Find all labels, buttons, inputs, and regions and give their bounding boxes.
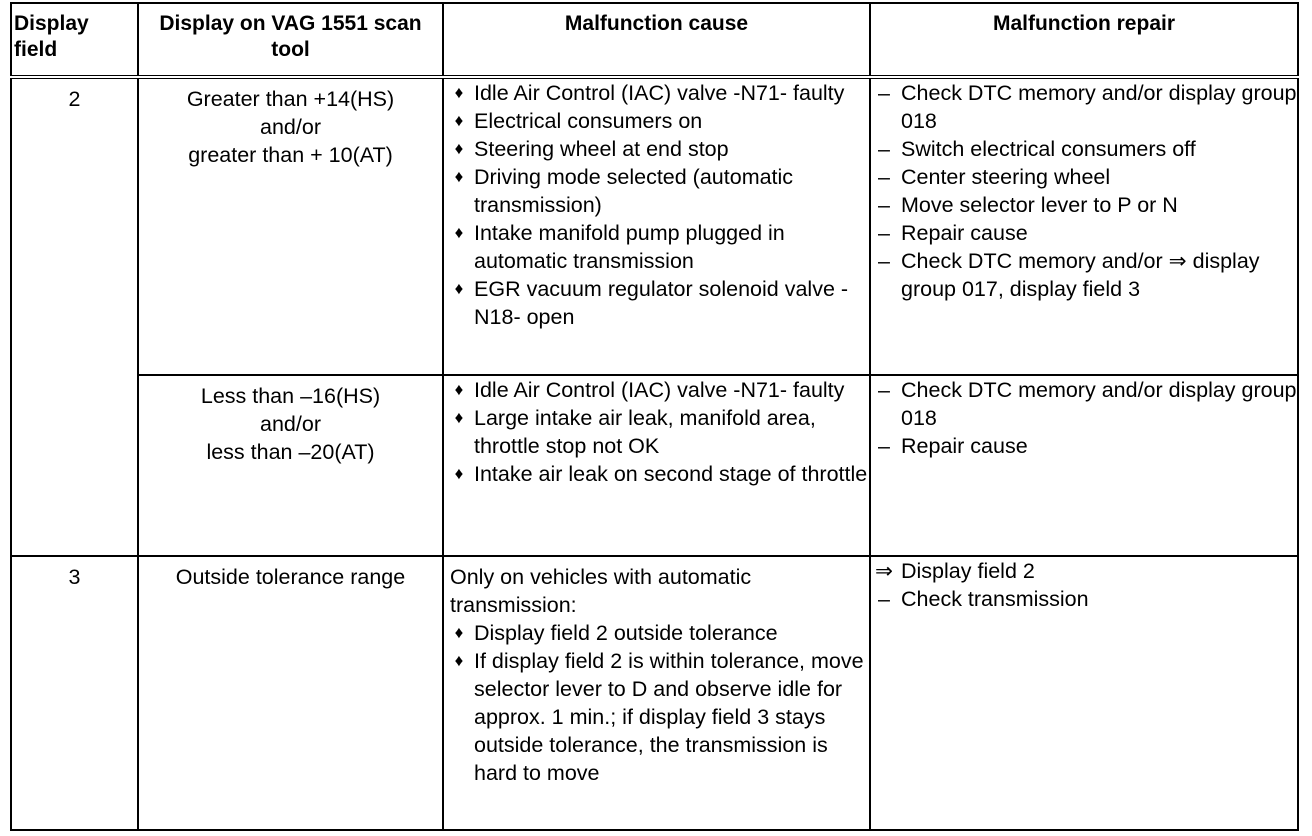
list-item: ♦ Display field 2 outside tolerance bbox=[444, 619, 869, 647]
repair-list bbox=[871, 376, 1297, 460]
display-field-value: 2 bbox=[68, 87, 81, 111]
cause-intro: Only on vehicles with automatic transmission: bbox=[450, 565, 752, 618]
table-row bbox=[11, 375, 1298, 556]
header-display-field: Display field bbox=[11, 3, 138, 77]
scan-tool-display-cell bbox=[138, 77, 443, 375]
bullet-icon: ♦ bbox=[454, 623, 464, 643]
display-field-cell bbox=[11, 77, 138, 556]
cause-list bbox=[444, 79, 869, 331]
header-display-on-scan-tool: Display on VAG 1551 scan tool bbox=[138, 3, 443, 77]
list-item: ♦ If display field 2 is within tolerance, move selector lever to D and observe idle for approx. 1 min.; if display field 3 stays outside tolerance, the transmission is hard to move bbox=[444, 647, 869, 787]
table-row bbox=[11, 77, 1298, 375]
list-item: ♦ Idle Air Control (IAC) valve -N71- faulty bbox=[444, 79, 869, 107]
repair-list bbox=[871, 557, 1297, 613]
list-item: ♦ Large intake air leak, manifold area, throttle stop not OK bbox=[444, 404, 869, 460]
list-item: – Switch electrical consumers off bbox=[871, 135, 1297, 163]
bullet-icon: ♦ bbox=[454, 379, 464, 399]
list-item: – Check DTC memory and/or display group 018 bbox=[871, 79, 1297, 135]
malfunction-repair-cell bbox=[870, 77, 1298, 375]
display-line: greater than + 10(AT) bbox=[188, 143, 393, 167]
malfunction-table bbox=[10, 2, 1299, 831]
malfunction-repair-cell bbox=[870, 556, 1298, 830]
bullet-icon: ♦ bbox=[454, 651, 464, 671]
arrow-icon: ⇒ bbox=[875, 559, 894, 584]
header-malfunction-cause: Malfunction cause bbox=[443, 3, 870, 77]
dash-icon: – bbox=[878, 587, 890, 612]
cause-list bbox=[444, 376, 869, 488]
display-line: and/or bbox=[260, 411, 321, 436]
display-line: Less than –16(HS) bbox=[200, 383, 381, 408]
malfunction-repair-cell bbox=[870, 375, 1298, 556]
list-item: – Check transmission bbox=[871, 585, 1297, 613]
header-malfunction-repair: Malfunction repair bbox=[870, 3, 1298, 77]
bullet-icon: ♦ bbox=[454, 407, 464, 427]
dash-icon: – bbox=[878, 433, 890, 458]
malfunction-cause-cell bbox=[443, 375, 870, 556]
display-line: Outside tolerance range bbox=[175, 565, 406, 590]
bullet-icon: ♦ bbox=[454, 223, 464, 242]
list-item: – Repair cause bbox=[871, 432, 1297, 460]
dash-icon: – bbox=[878, 165, 890, 189]
list-item: ♦ Idle Air Control (IAC) valve -N71- faulty bbox=[444, 376, 869, 404]
malfunction-cause-cell bbox=[443, 556, 870, 830]
repair-list bbox=[871, 79, 1297, 303]
scan-tool-display-cell bbox=[138, 375, 443, 556]
list-item: – Check DTC memory and/or ⇒ display group 017, display field 3 bbox=[871, 247, 1297, 303]
header-row bbox=[11, 3, 1298, 77]
list-item: ⇒ Display field 2 bbox=[875, 559, 1035, 584]
list-item: – Repair cause bbox=[871, 219, 1297, 247]
dash-icon: – bbox=[878, 249, 890, 273]
bullet-icon: ♦ bbox=[454, 139, 464, 158]
table-row bbox=[11, 556, 1298, 830]
display-field-value: 3 bbox=[68, 565, 81, 590]
list-item: ♦ Intake air leak on second stage of throttle bbox=[444, 460, 869, 488]
dash-icon: – bbox=[878, 377, 890, 402]
list-item: ♦ Electrical consumers on bbox=[444, 107, 869, 135]
display-field-cell bbox=[11, 556, 138, 830]
list-item: ♦ Intake manifold pump plugged in automatic transmission bbox=[444, 219, 869, 275]
malfunction-cause-cell bbox=[443, 77, 870, 375]
scan-tool-display-cell bbox=[138, 556, 443, 830]
dash-icon: – bbox=[878, 193, 890, 217]
list-item: – Center steering wheel bbox=[871, 163, 1297, 191]
display-line: Greater than +14(HS) bbox=[186, 87, 395, 111]
list-item: – Check DTC memory and/or display group 018 bbox=[871, 376, 1297, 432]
list-item: ♦ Steering wheel at end stop bbox=[444, 135, 869, 163]
bullet-icon: ♦ bbox=[454, 83, 464, 102]
bullet-icon: ♦ bbox=[454, 463, 464, 483]
bullet-icon: ♦ bbox=[454, 279, 464, 298]
dash-icon: – bbox=[878, 221, 890, 245]
bullet-icon: ♦ bbox=[454, 111, 464, 130]
dash-icon: – bbox=[878, 81, 890, 105]
display-line: and/or bbox=[260, 115, 321, 139]
display-line: less than –20(AT) bbox=[206, 439, 375, 464]
cause-list bbox=[444, 619, 869, 787]
dash-icon: – bbox=[878, 137, 890, 161]
list-item: ♦ EGR vacuum regulator solenoid valve -N18- open bbox=[444, 275, 869, 331]
list-item: ♦ Driving mode selected (automatic transmission) bbox=[444, 163, 869, 219]
list-item: – Move selector lever to P or N bbox=[871, 191, 1297, 219]
bullet-icon: ♦ bbox=[454, 167, 464, 186]
